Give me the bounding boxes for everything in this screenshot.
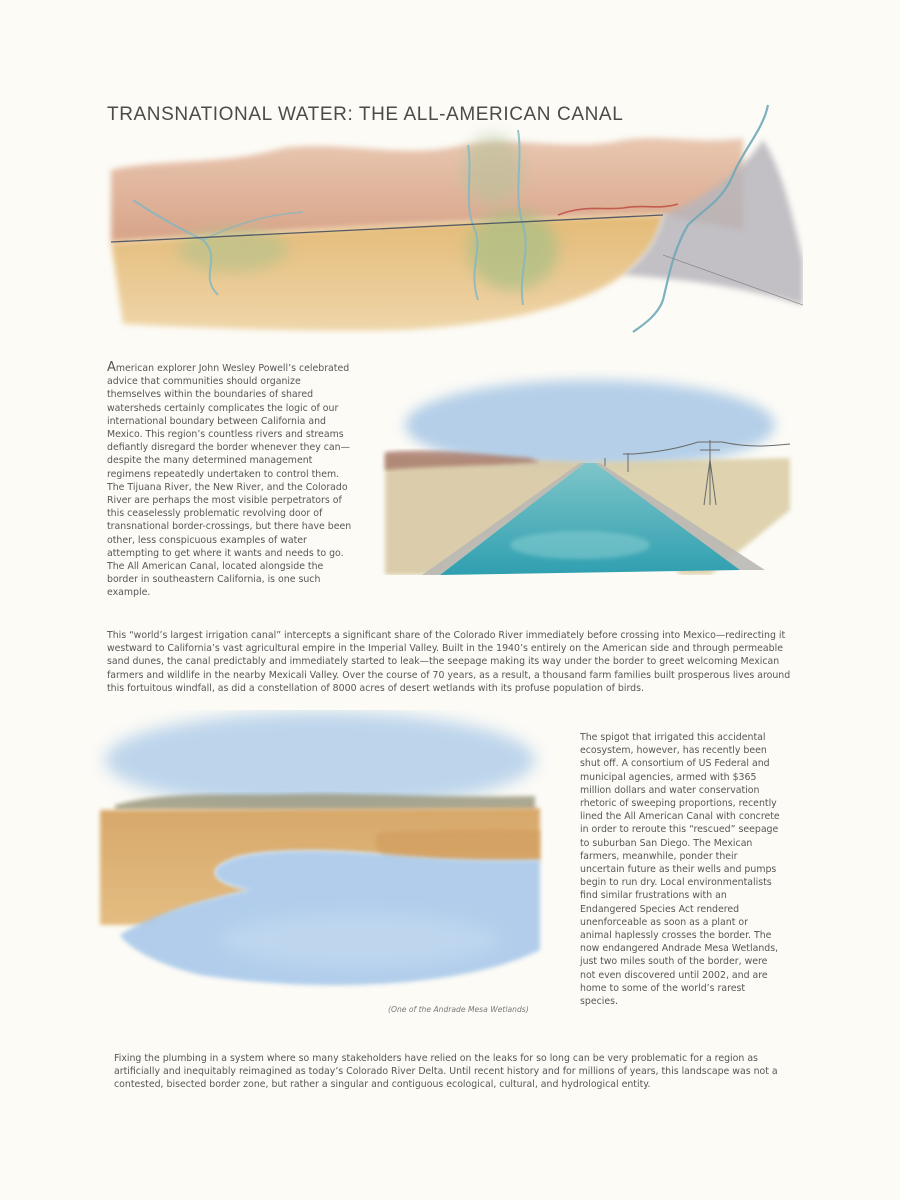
canal-illustration: [380, 370, 795, 575]
canal-paragraph: This “world’s largest irrigation canal” intercepts a significant share of the Colorado River immediately before crossing into Mexico—redirecting it westward to California’s vast agricultural empire in the Imperial Valley. Built in the 1940’s entirely on the American side and through permeable sand dunes, the canal predictably and immediately started to leak—the seepage making its way under the border to greet welcoming Mexican farmers and wildlife in the nearby Mexicali Valley. Over the course of 70 years, as a result, a thousand farm families built prosperous lives around this fortuitous windfall, as did a constellation of 8000 acres of desert wetlands with its profuse population of birds.: [107, 630, 791, 694]
intro-text: merican explorer John Wesley Powell’s celebrated advice that communities should organize themselves within the boundaries of shared watersheds certainly complicates the logic of our international boundary between California and Mexico. This region’s countless rivers and streams defiantly disregard the border whenever they can—despite the many determined management regimens repeatedly undertaken to control them. The Tijuana River, the New River, and the Colorado River are perhaps the most visible perpetrators of this ceaselessly problematic revolving door of transnational border-crossings, but there have been other, less conspicuous examples of water attempting to get where it wants and needs to go. The All American Canal, located alongside the border in southeastern California, is one such example.: [107, 363, 352, 599]
water-reflection: [220, 912, 500, 968]
wetland-illustration: [90, 710, 550, 1000]
closing-paragraph: Fixing the plumbing in a system where so many stakeholders have relied on the leaks for so long can be very problematic for a region as artificially and inequitably reimagined as today’s Colorado River Delta. Until recent history and for millions of years, this landscape was not a contested, bisected border zone, but rather a singular and contiguous ecological, cultural, and hydrological entity.: [114, 1053, 778, 1091]
intro-dropcap: A: [107, 360, 116, 375]
wetland-caption: (One of the Andrade Mesa Wetlands): [388, 1005, 529, 1014]
vegetation-wash: [463, 135, 523, 205]
spigot-paragraph: The spigot that irrigated this accidental ecosystem, however, has recently been shut off. A consortium of US Federal and municipal agencies, armed with $365 million dollars and water conservation rhetoric of sweeping proportions, recently lined the All American Canal with concrete in order to reroute this “rescued” seepage to suburban San Diego. The Mexican farmers, meanwhile, ponder their uncertain future as their wells and pumps begin to run dry. Local environmentalists find similar frustrations with an Endangered Species Act rendered unenforceable as soon as a plant or animal haplessly crosses the border. The now endangered Andrade Mesa Wetlands, just two miles south of the border, were not even discovered until 2002, and are home to some of the world’s rarest species.: [580, 732, 780, 1008]
page-title: TRANSNATIONAL WATER: THE ALL-AMERICAN CANAL: [107, 104, 624, 125]
water-reflection: [510, 531, 650, 559]
intro-paragraph: [107, 361, 357, 600]
border-map-illustration: [103, 100, 803, 335]
distant-hills: [115, 794, 535, 810]
